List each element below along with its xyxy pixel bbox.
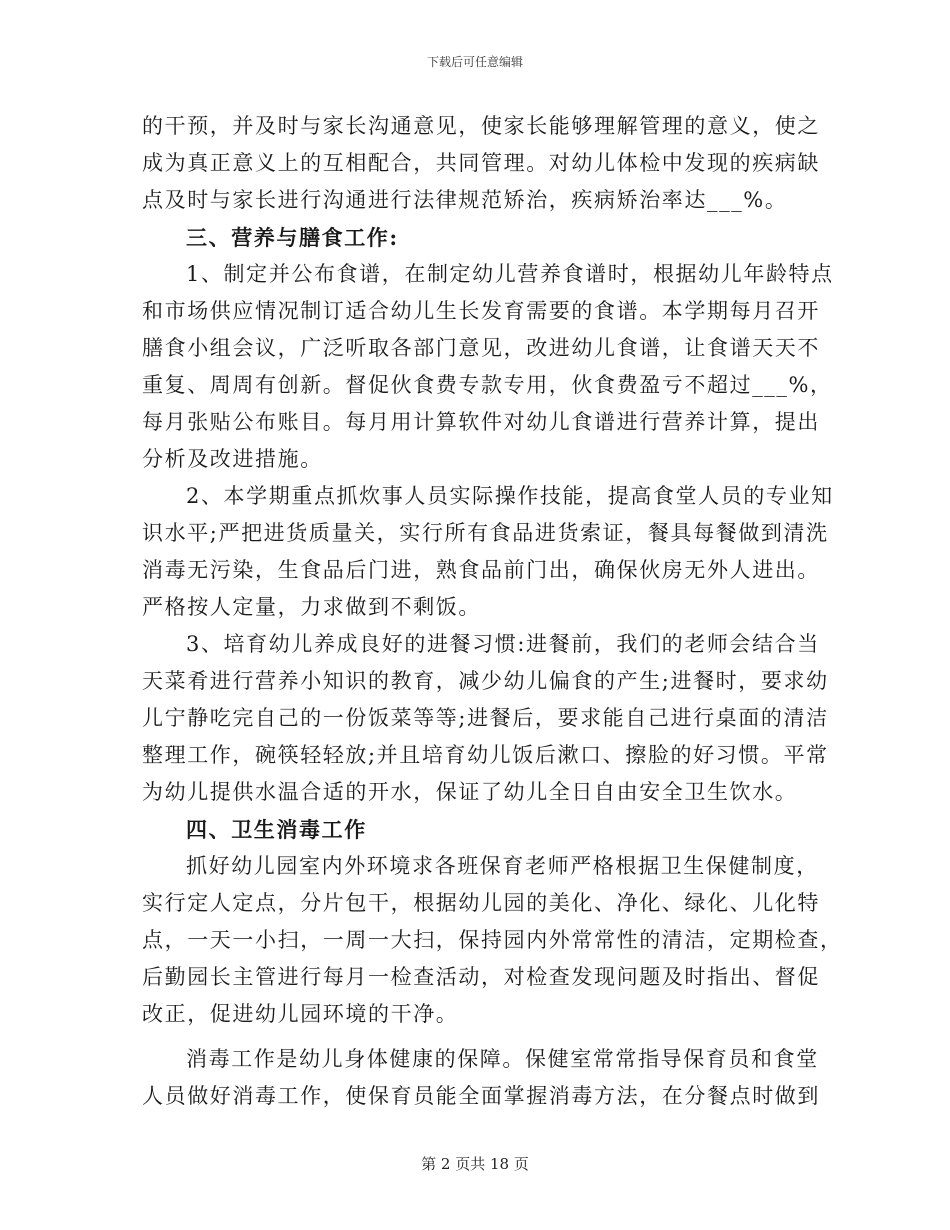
section-heading-hygiene: 四、卫生消毒工作 — [186, 817, 367, 842]
body-line: 膳食小组会议，广泛听取各部门意见，改进幼儿食谱，让食谱天天不 — [142, 336, 820, 360]
body-line: 分析及改进措施。 — [142, 447, 323, 471]
body-line: 抓好幼儿园室内外环境求各班保育老师严格根据卫生保健制度， — [186, 854, 819, 878]
body-line: 后勤园长主管进行每月一检查活动，对检查发现问题及时指出、督促 — [142, 965, 820, 989]
page-header: 下载后可任意编辑 — [426, 55, 523, 69]
body-line: 整理工作，碗筷轻轻放;并且培育幼儿饭后漱口、擦脸的好习惯。平常 — [142, 743, 829, 767]
body-line: 天菜肴进行营养小知识的教育，减少幼儿偏食的产生;进餐时，要求幼 — [142, 669, 829, 693]
body-line: 为幼儿提供水温合适的开水，保证了幼儿全日自由安全卫生饮水。 — [142, 780, 798, 804]
body-line: 和市场供应情况制订适合幼儿生长发育需要的食谱。本学期每月召开 — [142, 299, 820, 323]
document-body — [142, 108, 843, 1115]
body-line: 识水平;严把进货质量关，实行所有食品进货索证，餐具每餐做到清洗 — [142, 521, 829, 545]
body-line: 的干预，并及时与家长沟通意见，使家长能够理解管理的意义，使之 — [142, 114, 820, 138]
body-line: 1、制定并公布食谱，在制定幼儿营养食谱时，根据幼儿年龄特点 — [186, 262, 834, 286]
body-line: 3、培育幼儿养成良好的进餐习惯:进餐前，我们的老师会结合当 — [186, 632, 820, 656]
body-line: 儿宁静吃完自己的一份饭菜等等;进餐后，要求能自己进行桌面的清洁 — [142, 706, 829, 730]
body-line: 实行定人定点，分片包干，根据幼儿园的美化、净化、绿化、儿化特 — [142, 891, 820, 915]
body-line: 每月张贴公布账目。每月用计算软件对幼儿食谱进行营养计算，提出 — [142, 410, 820, 434]
body-line: 严格按人定量，力求做到不剩饭。 — [142, 595, 481, 619]
body-line: 改正，促进幼儿园环境的干净。 — [142, 1002, 459, 1026]
page-footer: 第 2 页共 18 页 — [421, 1155, 529, 1173]
body-line: 成为真正意义上的互相配合，共同管理。对幼儿体检中发现的疾病缺 — [142, 151, 820, 175]
body-line: 点，一天一小扫，一周一大扫，保持园内外常常性的清洁，定期检查， — [142, 928, 843, 952]
body-line: 点及时与家长进行沟通进行法律规范矫治，疾病矫治率达___%。 — [142, 188, 788, 212]
body-line: 人员做好消毒工作，使保育员能全面掌握消毒方法，在分餐点时做到 — [142, 1084, 820, 1108]
paragraph-gap — [142, 1033, 802, 1041]
section-heading-nutrition: 三、营养与膳食工作: — [186, 225, 399, 250]
body-line: 重复、周周有创新。督促伙食费专款专用，伙食费盈亏不超过___%， — [142, 373, 833, 397]
body-line: 消毒无污染，生食品后门进，熟食品前门出，确保伙房无外人进出。 — [142, 558, 820, 582]
body-line: 2、本学期重点抓炊事人员实际操作技能，提高食堂人员的专业知 — [186, 484, 834, 508]
body-line: 消毒工作是幼儿身体健康的保障。保健室常常指导保育员和食堂 — [186, 1047, 819, 1071]
